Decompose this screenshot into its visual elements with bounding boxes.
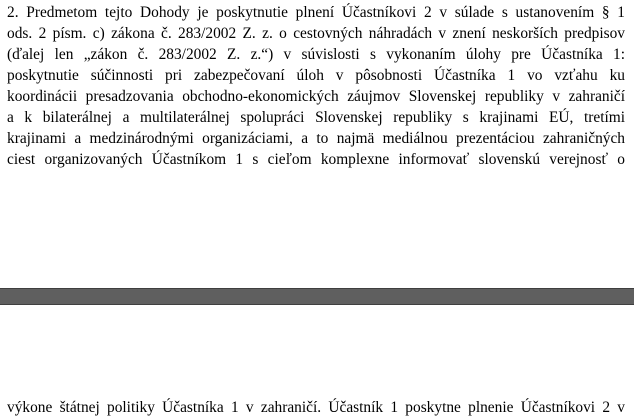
paragraph-line-8: ciest organizovaných Účastníkom 1 s cieľom komplexne informovať slovenskú verejnosť o — [7, 151, 625, 168]
paragraph-line-7: krajinami a medzinárodnými organizáciami, a to najmä mediálnou prezentáciou zahraničných — [7, 130, 625, 147]
paragraph-line-6: a k bilaterálnej a multilaterálnej spolupráci Slovenskej republiky s krajinami EÚ, tretími — [7, 109, 625, 126]
paragraph-line-1: 2. Predmetom tejto Dohody je poskytnutie plnení Účastníkovi 2 v súlade s ustanovením § 1 — [7, 4, 625, 21]
paragraph-line-5: koordinácii presadzovania obchodno-ekonomických záujmov Slovenskej republiky v zahraničí — [7, 88, 625, 105]
paragraph-line-3: (ďalej len „zákon č. 283/2002 Z. z.“) v súvislosti s vykonaním úlohy pre Účastníka 1: — [7, 46, 625, 63]
paragraph-line-4: poskytnutie súčinnosti pri zabezpečovaní úloh v pôsobnosti Účastníka 1 vo vzťahu ku — [7, 67, 625, 84]
paragraph-line-9: výkone štátnej politiky Účastníka 1 v zahraničí. Účastník 1 poskytne plnenie Účastníkovi 2 v — [7, 399, 625, 416]
paragraph-line-2: ods. 2 písm. c) zákona č. 283/2002 Z. z. o cestovných náhradách v znení neskorších predpisov — [7, 25, 625, 42]
page-gap-top-edge — [0, 288, 634, 289]
document-page-bottom — [0, 305, 634, 417]
page-gap — [0, 288, 634, 305]
